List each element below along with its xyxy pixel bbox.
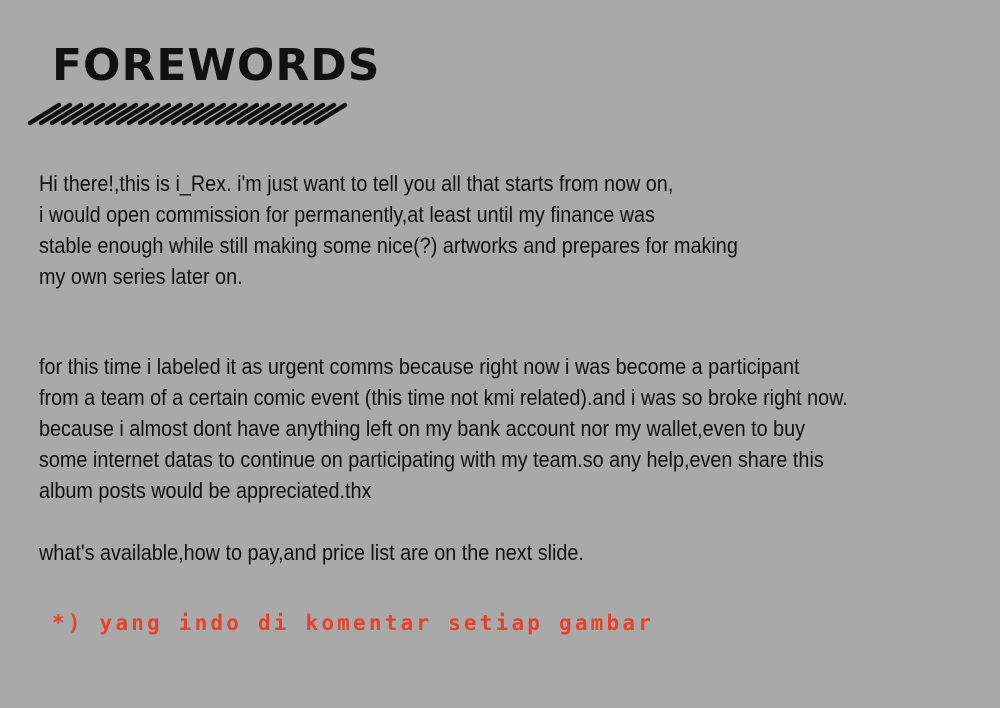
- paragraph-line: stable enough while still making some nice(?) artworks and prepares for making: [39, 233, 738, 258]
- title-underline-stripes: [26, 96, 352, 128]
- page-title: FOREWORDS: [52, 40, 381, 91]
- paragraph-line: my own series later on.: [39, 264, 243, 289]
- next-slide-note: [39, 537, 584, 568]
- paragraph-line: from a team of a certain comic event (this time not kmi related).and i was so broke right now.: [39, 385, 848, 410]
- paragraph-line: i would open commission for permanently,at least until my finance was: [39, 202, 655, 227]
- intro-paragraph: [39, 168, 738, 292]
- paragraph-line: for this time i labeled it as urgent comms because right now i was become a participant: [39, 354, 800, 379]
- paragraph-line: what's available,how to pay,and price list are on the next slide.: [39, 540, 584, 565]
- paragraph-line: some internet datas to continue on participating with my team.so any help,even share this: [39, 447, 824, 472]
- paragraph-line: Hi there!,this is i_Rex. i'm just want to tell you all that starts from now on,: [39, 171, 674, 196]
- footnote-indonesian: *) yang indo di komentar setiap gambar: [52, 611, 655, 635]
- urgent-comms-paragraph: [39, 351, 848, 506]
- paragraph-line: because i almost dont have anything left on my bank account nor my wallet,even to buy: [39, 416, 806, 441]
- paragraph-line: album posts would be appreciated.thx: [39, 478, 372, 503]
